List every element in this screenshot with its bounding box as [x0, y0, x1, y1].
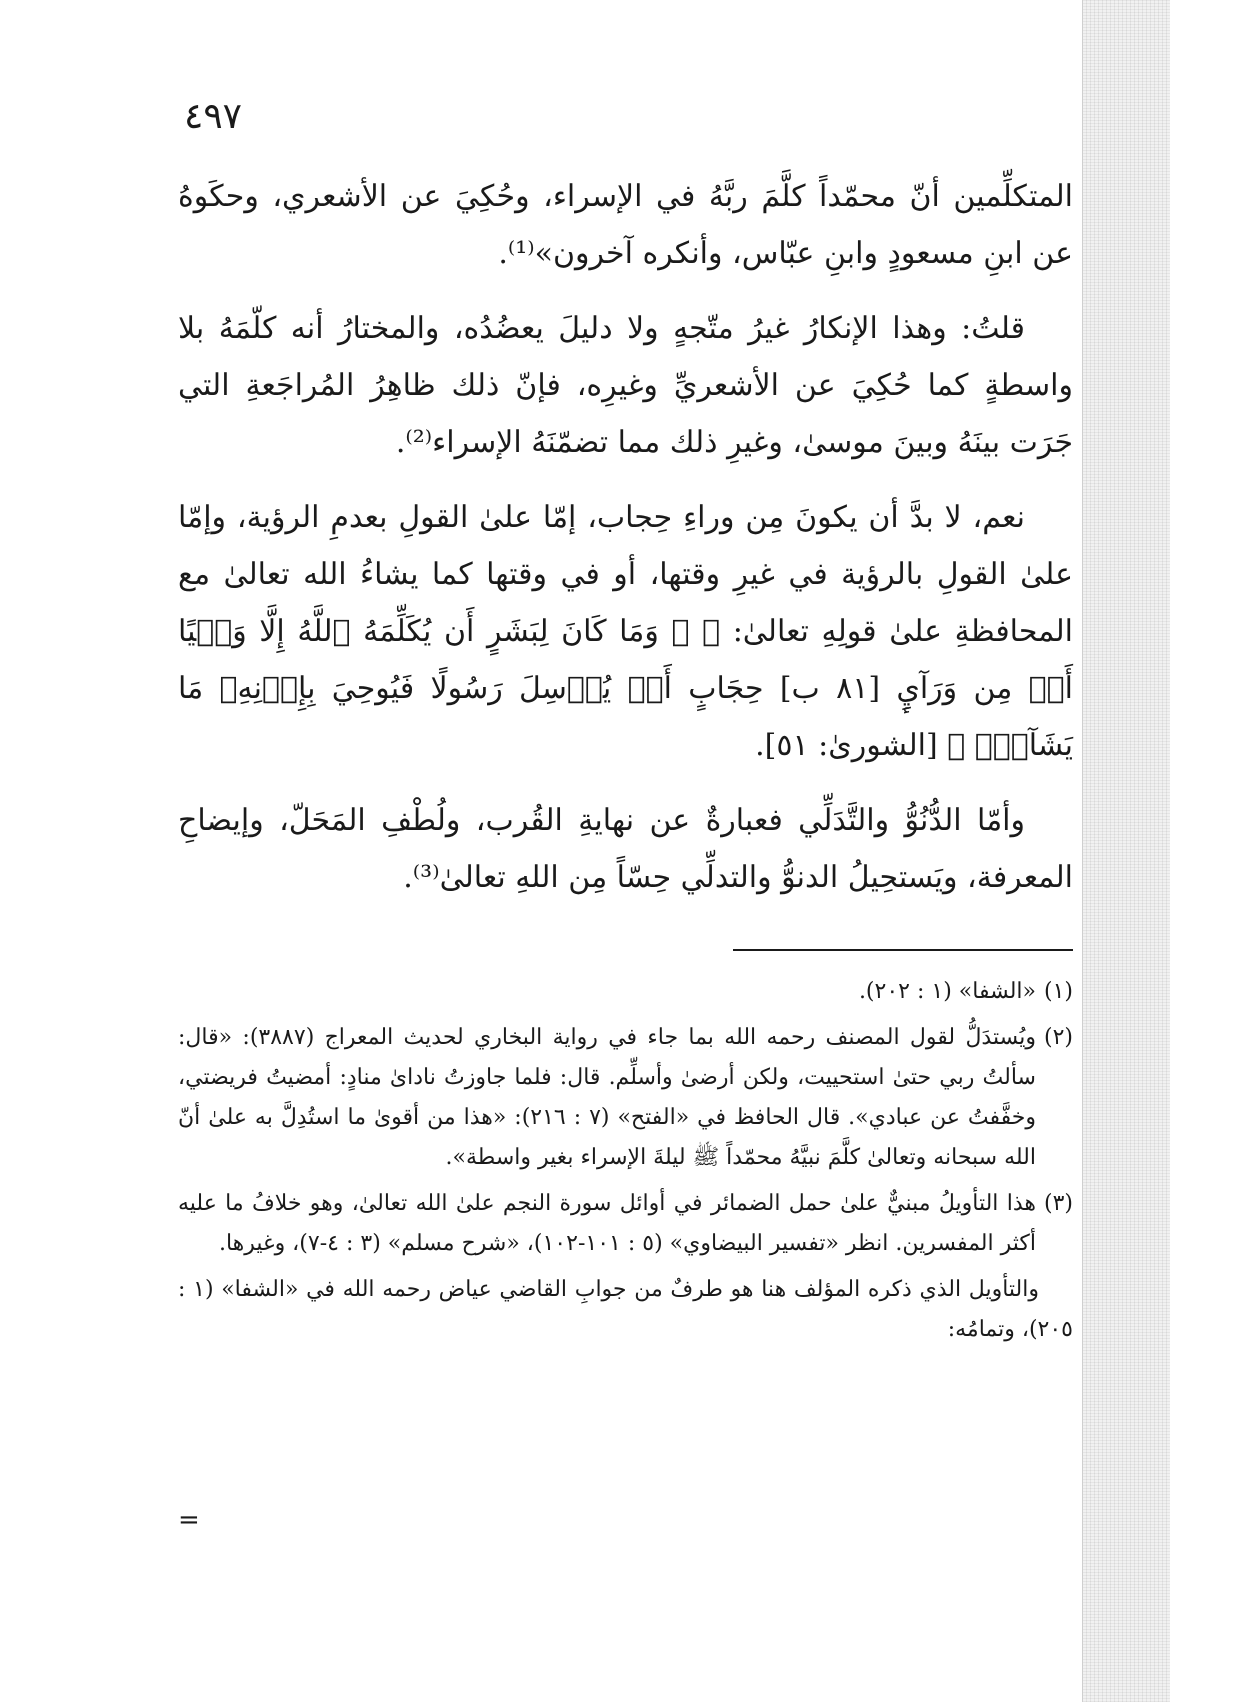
footnote-number: (٣)	[1043, 1191, 1073, 1216]
footnotes	[178, 972, 1073, 1350]
footnote-1	[178, 972, 1073, 1012]
paragraph-2: قلتُ: وهذا الإنكارُ غيرُ متّجهٍ ولا دليلَ يعضُدُه، والمختارُ أنه كلّمَهُ بلا واسطةٍ كما حُكِيَ عن الأشعريِّ وغيرِه، فإنّ ذلك ظاهِرُ المُراجَعةِ التي جَرَت بينَهُ وبينَ موسىٰ، وغيرِ ذلك مما تضمّنَهُ الإسراء⁽²⁾.	[178, 311, 1073, 460]
footnote-2	[178, 1018, 1073, 1178]
page-number: ٤٩٧	[184, 96, 243, 137]
footnote-number: (٢)	[1043, 1025, 1073, 1050]
footnote-divider	[733, 949, 1073, 951]
scan-gutter	[1082, 0, 1170, 1702]
footnote-number: (١)	[1043, 979, 1073, 1004]
footnote-text: ويُستدَلُّ لقول المصنف رحمه الله بما جاء في رواية البخاري لحديث المعراج (٣٨٨٧): «قال: سألتُ ربي حتىٰ استحييت، ولكن أرضىٰ وأسلِّم. قال: فلما جاوزتُ ناداىٰ منادٍ: أمضيتُ فريضتي، وخفَّفتُ عن عبادي». قال الحافظ في «الفتح» (٧ : ٢١٦): «هذا من أقوىٰ ما استُدِلَّ به علىٰ أنّ الله سبحانه وتعالىٰ كلَّمَ نبيَّهُ محمّداً ﷺ ليلةَ الإسراء بغير واسطة».	[178, 1025, 1036, 1170]
continuation-mark: =	[178, 1505, 200, 1535]
footnote-3	[178, 1184, 1073, 1264]
footnote-continuation: والتأويل الذي ذكره المؤلف هنا هو طرفٌ من جوابِ القاضي عياض رحمه الله في «الشفا» (١ : ٢٠٥)، وتمامُه:	[178, 1277, 1073, 1342]
paragraph-3: نعم، لا بدَّ أن يكونَ مِن وراءِ حِجاب، إمّا علىٰ القولِ بعدمِ الرؤية، وإمّا علىٰ القولِ بالرؤية في غيرِ وقتها، أو في وقتها كما يشاءُ الله تعالىٰ مع المحافظةِ علىٰ قولِهِ تعالىٰ: ﴿ ۞ وَمَا كَانَ لِبَشَرٍ أَن يُكَلِّمَهُ ٱللَّهُ إِلَّا وَحۡيًا أَوۡ مِن وَرَآيِٕ [٨١ ب] حِجَابٍ أَوۡ يُرۡسِلَ رَسُولًا فَيُوحِيَ بِإِذۡنِهِۦ مَا يَشَآءُۚ ﴾ [الشورىٰ: ٥١].	[178, 500, 1073, 763]
footnote-text: هذا التأويلُ مبنيٌّ علىٰ حمل الضمائر في أوائل سورة النجم علىٰ الله تعالىٰ، وهو خلافُ ما عليه أكثر المفسرين. انظر «تفسير البيضاوي» (٥ : ١٠١-١٠٢)، «شرح مسلم» (٣ : ٤-٧)، وغيرها.	[178, 1191, 1036, 1256]
paragraph-1: المتكلِّمين أنّ محمّداً كلَّمَ ربَّهُ في الإسراء، وحُكِيَ عن الأشعري، وحكَوهُ عن ابنِ مسعودٍ وابنِ عبّاس، وأنكره آخرون»⁽¹⁾.	[178, 179, 1073, 271]
gutter-edge	[1082, 0, 1083, 1702]
footnote-text: «الشفا» (١ : ٢٠٢).	[858, 979, 1036, 1004]
main-text	[178, 168, 1073, 924]
paragraph-4: وأمّا الدُّنُوُّ والتَّدَلِّي فعبارةٌ عن نهايةِ القُرب، ولُطْفِ المَحَلّ، وإيضاحِ المعرفة، ويَستحِيلُ الدنوُّ والتدلِّي حِسّاً مِن اللهِ تعالىٰ⁽³⁾.	[178, 803, 1073, 895]
